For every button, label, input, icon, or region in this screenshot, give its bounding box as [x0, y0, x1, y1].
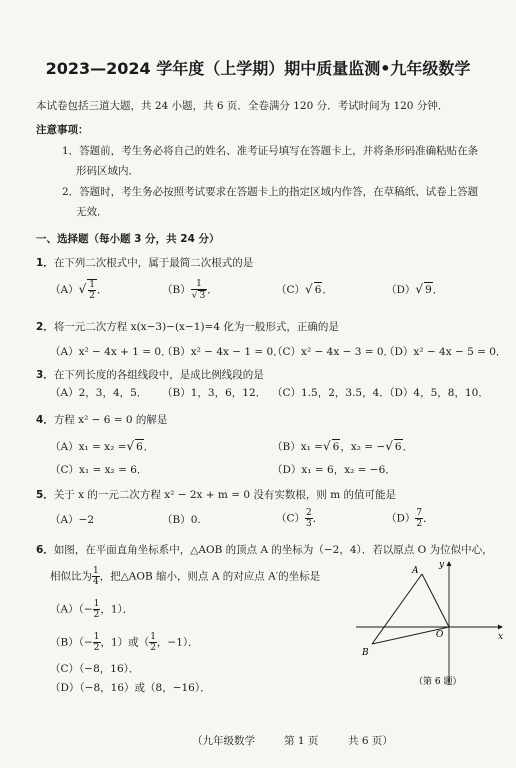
option-tail: ，−1）．: [156, 636, 199, 649]
numerator: 1: [89, 280, 95, 290]
sqrt-icon: √: [78, 282, 87, 296]
question-stem: 方程 x² − 6 = 0 的解是: [53, 414, 168, 426]
x-axis-arrow-icon: [498, 625, 503, 630]
q6-option-c: （C）（−8，16）．: [50, 663, 140, 675]
option-label: （A）: [50, 284, 79, 296]
punct: ．: [207, 284, 218, 296]
q3-option-c: （C）1.5，2，3.5，4．: [272, 387, 390, 399]
numerator: 1: [150, 632, 156, 642]
q1-option-d: [386, 282, 443, 297]
option-label: （D）: [386, 512, 416, 525]
page-title: 2023—2024 学年度（上学期）期中质量监测•九年级数学: [45, 59, 471, 78]
question-stem: 将一元二次方程 x(x−3)−(x−1)=4 化为一般形式，正确的是: [53, 321, 339, 333]
option-label: （C）: [276, 512, 306, 525]
option-label: （C）: [276, 284, 306, 296]
q2-option-b: （B）x² − 4x − 1 = 0．: [162, 346, 284, 358]
q5-option-a: （A）−2: [50, 514, 95, 526]
stem-part: ，把△AOB 缩小，则点 A 的对应点 A′的坐标是: [99, 570, 321, 583]
question-4: [36, 413, 167, 427]
q4-option-c: （C）x₁ = x₂ = 6．: [50, 464, 148, 476]
denominator: 2: [89, 291, 95, 301]
question-stem: 关于 x 的一元二次方程 x² − 2x + m = 0 没有实数根，则 m 的值可能是: [53, 489, 397, 501]
question-number: 6．: [36, 544, 54, 556]
label-O: O: [436, 630, 444, 640]
note-2: [62, 185, 478, 199]
q3-option-a: （A）2，3，4，5．: [50, 387, 148, 399]
q3-option-d: （D）4，5，8，10．: [384, 387, 489, 399]
option-mid: ，x₂ = −: [340, 441, 386, 453]
numerator: 2: [306, 508, 312, 518]
question-6: [36, 543, 493, 557]
fraction: [93, 632, 101, 653]
punct: ．: [322, 284, 333, 296]
sqrt-icon: √: [415, 282, 424, 296]
denominator: 3: [306, 519, 312, 529]
q2-option-d: （D）x² − 4x − 5 = 0．: [384, 346, 507, 358]
q1-option-c: [276, 282, 333, 297]
fraction: [191, 279, 207, 301]
q5-option-b: （B）0.: [162, 514, 201, 526]
option-label: （D）: [386, 284, 416, 296]
option-mid: ，1）或（: [100, 636, 150, 649]
sqrt-icon: √: [126, 439, 135, 453]
exam-intro: 本试卷包括三道大题，共 24 小题，共 6 页．全卷满分 120 分．考试时间为 120 分钟．: [36, 100, 449, 112]
note-2-num: 2．: [62, 186, 80, 198]
option-tail: ，1）．: [100, 603, 134, 616]
figure-caption: （第 6 题）: [414, 677, 462, 687]
q1-option-a: [50, 279, 107, 301]
question-6-cont: [50, 566, 320, 587]
question-number: 4．: [36, 414, 54, 426]
question-number: 3．: [36, 369, 54, 381]
option-label: （B）: [162, 284, 191, 296]
radicand: 6: [332, 441, 340, 453]
punct: ．: [432, 284, 444, 296]
punct: ．: [312, 512, 324, 525]
numerator: 1: [93, 599, 100, 609]
footer-page: 第 1 页: [284, 735, 319, 747]
fraction: [305, 508, 313, 529]
sqrt-icon: √: [305, 282, 313, 296]
y-axis-arrow-icon: [447, 561, 452, 566]
notice-title: 注意事项：: [36, 124, 89, 136]
radicand: 6: [314, 284, 322, 296]
note-2-cont: 无效．: [76, 206, 108, 218]
note-1-cont: 形码区域内．: [76, 165, 139, 177]
numerator: 1: [93, 632, 100, 642]
option-label: （B）（−: [50, 636, 93, 649]
question-3: [36, 368, 264, 382]
numerator: 1: [93, 566, 99, 576]
punct: ．: [402, 441, 414, 453]
label-x: x: [498, 632, 504, 642]
q4-option-d: （D）x₁ = 6，x₂ = −6．: [272, 464, 396, 476]
sqrt-icon: √: [322, 439, 331, 453]
label-B: B: [362, 648, 369, 658]
note-1: [62, 144, 478, 158]
q4-option-a: [50, 439, 154, 454]
radicand: 6: [136, 441, 143, 453]
label-A: A: [412, 566, 419, 576]
question-2: [36, 320, 339, 334]
q3-option-b: （B）1，3，6，12．: [162, 387, 267, 399]
label-y: y: [439, 560, 445, 570]
denominator: 2: [150, 643, 156, 653]
question-number: 2．: [36, 321, 54, 333]
fraction: [415, 508, 423, 529]
q2-option-a: （A）x² − 4x + 1 = 0．: [50, 346, 172, 358]
option-label: （A）x₁ = x₂ =: [50, 441, 127, 453]
punct: ．: [96, 284, 108, 296]
question-stem: 在下列长度的各组线段中，是成比例线段的是: [53, 369, 264, 381]
radicand: 9: [425, 284, 432, 296]
note-2-line1: 答题时，考生务必按照考试要求在答题卡上的指定区域内作答，在草稿纸、试卷上答题: [79, 186, 479, 198]
q6-option-d: （D）（−8，16）或（8，−16）．: [50, 682, 211, 694]
denominator: 2: [416, 519, 423, 529]
q6-option-a: [50, 599, 133, 620]
question-1: [36, 256, 253, 270]
section-1-heading: 一、选择题（每小题 3 分，共 24 分）: [36, 233, 220, 245]
radicand: 3: [199, 291, 206, 301]
fraction: [149, 632, 157, 653]
question-5: [36, 488, 396, 502]
segment-AO: [422, 574, 449, 627]
q6-option-b: [50, 632, 199, 653]
question-number: 1．: [36, 257, 54, 269]
numerator: 7: [416, 508, 423, 518]
q1-option-b: [162, 279, 218, 301]
option-label: （A）（−: [50, 603, 93, 616]
denominator: [191, 290, 207, 301]
punct: ．: [143, 441, 155, 453]
numerator: 1: [191, 279, 207, 290]
question-stem: 如图，在平面直角坐标系中，△AOB 的顶点 A 的坐标为（−2，4）．若以原点 O 为位似中心，: [53, 544, 493, 556]
radicand: 6: [394, 441, 402, 453]
q5-option-c: [276, 508, 323, 529]
stem-part: 相似比为: [50, 570, 92, 583]
denominator: 4: [93, 577, 99, 587]
footer-total: 共 6 页）: [348, 735, 393, 747]
fraction: [92, 566, 100, 587]
sqrt-icon: √: [191, 291, 198, 301]
question-stem: 在下列二次根式中，属于最简二次根式的是: [53, 257, 254, 269]
question-number: 5．: [36, 489, 54, 501]
footer-subject: （九年级数学: [192, 735, 255, 747]
fraction: [87, 279, 97, 301]
segment-AB: [372, 574, 422, 644]
figure-6-diagram: [352, 556, 508, 688]
note-1-line1: 答题前，考生务必将自己的姓名、准考证号填写在答题卡上，并将条形码准确粘贴在条: [79, 145, 479, 157]
punct: ．: [423, 512, 434, 525]
option-label: （B）x₁ =: [272, 441, 323, 453]
q4-option-b: [272, 439, 413, 454]
q5-option-d: [386, 508, 434, 529]
sqrt-icon: √: [385, 439, 393, 453]
note-1-num: 1．: [62, 145, 80, 157]
q2-option-c: （C）x² − 4x − 3 = 0．: [272, 346, 395, 358]
denominator: 2: [93, 643, 100, 653]
denominator: 2: [93, 610, 100, 620]
